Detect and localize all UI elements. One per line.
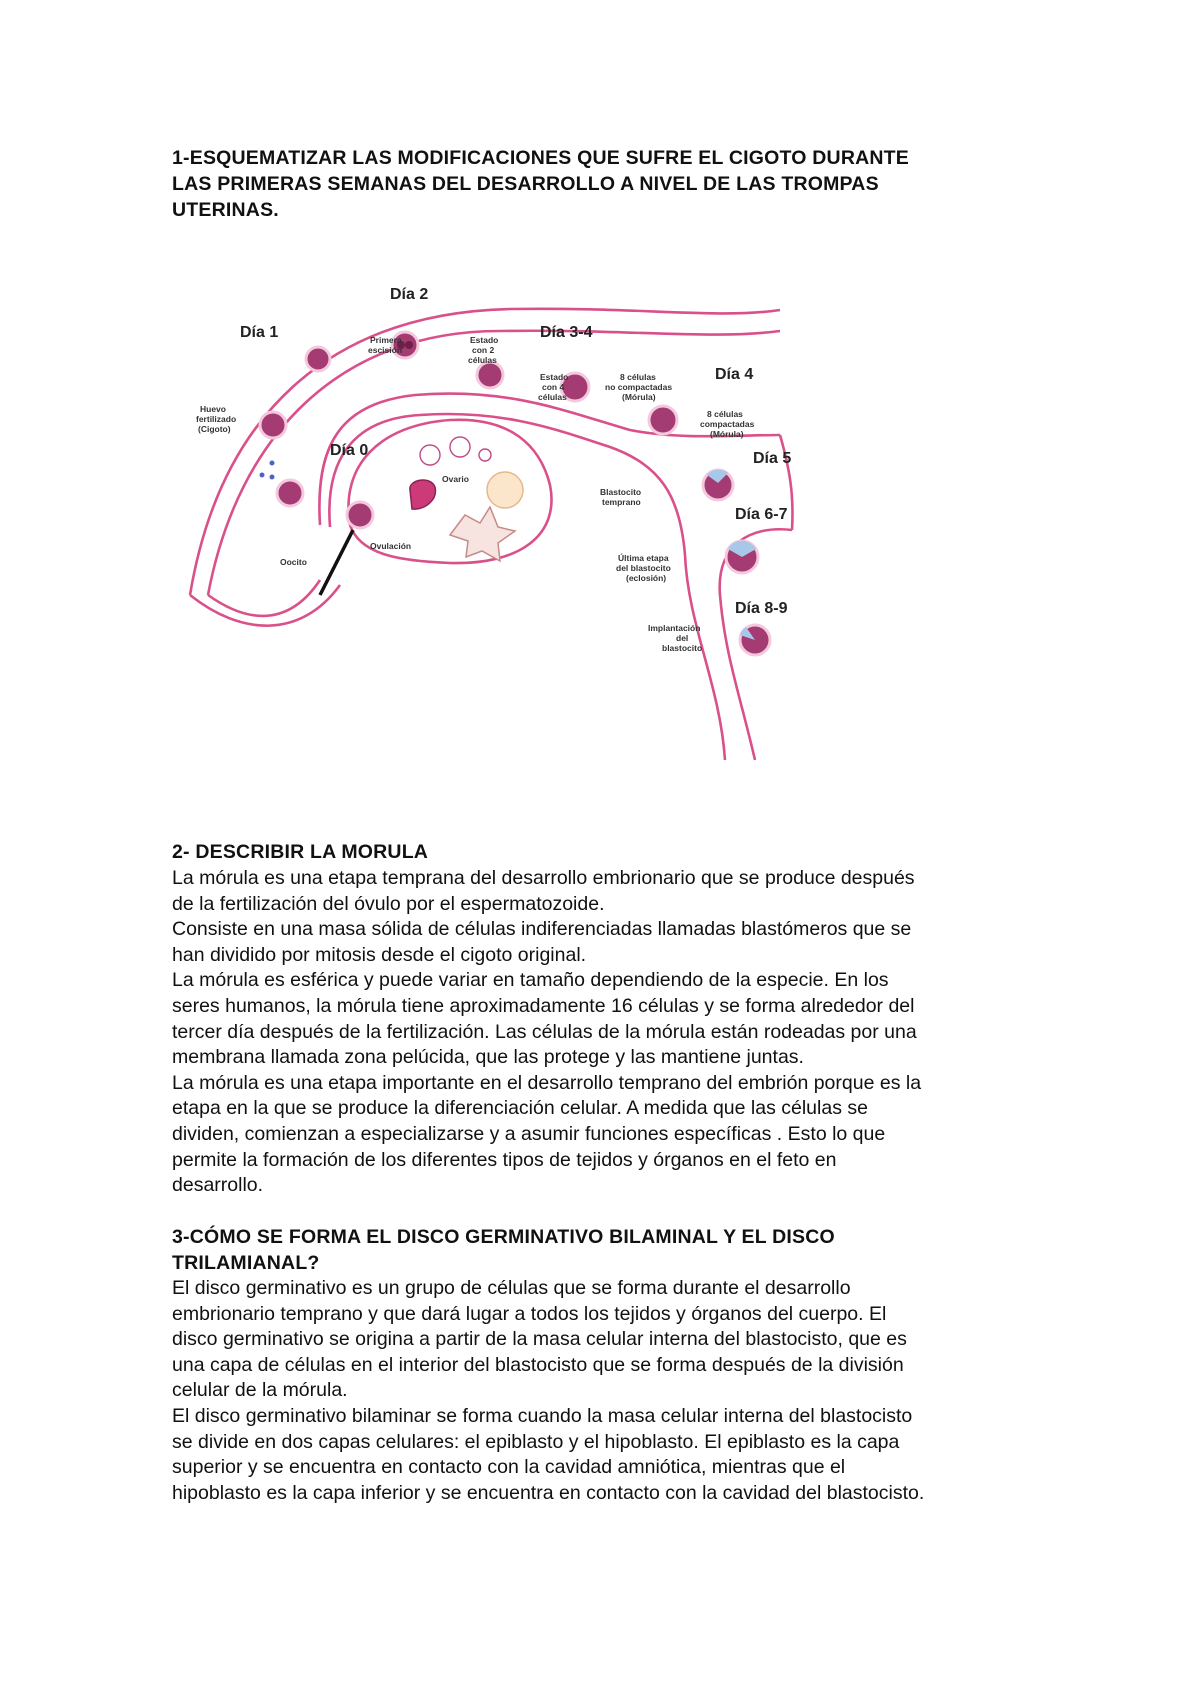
section-1-heading-line: LAS PRIMERAS SEMANAS DEL DESARROLLO A NIVEL DE LAS TROMPAS: [172, 173, 879, 195]
label-primera: Primera: [370, 335, 402, 345]
label-estado-2: Estado: [470, 335, 499, 345]
body-line: dividen, comienzan a especializarse y a asumir funciones específicas . Esto lo que: [172, 1122, 886, 1145]
body-line: hipoblasto es la capa inferior y se encuentra en contacto con la cavidad del blastocisto.: [172, 1481, 925, 1504]
label-ocho-c: compactadas: [700, 419, 755, 429]
label-day-0: Día 0: [330, 442, 369, 459]
section-2-body: [172, 866, 1052, 1199]
label-day-6-7: Día 6-7: [735, 506, 788, 523]
label-day-3-4: Día 3-4: [540, 324, 593, 341]
sperm-head: [270, 461, 275, 466]
section-3-body: [172, 1276, 1052, 1506]
section-1-heading: [172, 145, 1032, 223]
body-line: El disco germinativo es un grupo de células que se forma durante el desarrollo: [172, 1277, 851, 1299]
body-line: permite la formación de los diferentes tipos de tejidos y órganos en el feto en: [172, 1148, 837, 1171]
sperm-head: [270, 475, 275, 480]
first-cleavage-cell: [306, 347, 330, 371]
body-line: membrana llamada zona pelúcida, que las protege y las mantiene juntas.: [172, 1046, 804, 1069]
tube-lumen-lower: [329, 414, 725, 760]
morula-compacted: [649, 406, 677, 434]
body-line: El disco germinativo bilaminar se forma cuando la masa celular interna del blastocisto: [172, 1404, 913, 1427]
label-day-5: Día 5: [753, 450, 792, 467]
label-ocho-c: (Mórula): [710, 429, 744, 439]
label-ultima: (eclosión): [626, 573, 667, 583]
fertilized-egg-cell: [260, 412, 286, 438]
label-day-2: Día 2: [390, 286, 429, 303]
body-line: una capa de células en el interior del blastocisto que se forma después de la división: [172, 1353, 904, 1376]
sperm-head: [260, 473, 265, 478]
fimbria-lower: [190, 585, 340, 626]
body-line: La mórula es esférica y puede variar en tamaño dependiendo de la especie. En los: [172, 969, 889, 992]
body-line: de la fertilización del óvulo por el espermatozoide.: [172, 892, 605, 915]
body-line: etapa en la que se produce la diferenciación celular. A medida que las células se: [172, 1097, 868, 1120]
section-2-heading: 2- DESCRIBIR LA MORULA: [172, 841, 429, 863]
label-huevo: Huevo: [200, 404, 226, 414]
label-ultima: Última etapa: [618, 553, 669, 563]
label-ocho-nc: 8 células: [620, 372, 656, 382]
label-day-4: Día 4: [715, 366, 754, 383]
body-line: Consiste en una masa sólida de células indiferenciadas llamadas blastómeros que se: [172, 918, 912, 941]
label-ocho-nc: (Mórula): [622, 392, 656, 402]
label-ocho-c: 8 células: [707, 409, 743, 419]
body-line: La mórula es una etapa importante en el desarrollo temprano del embrión porque es la: [172, 1071, 922, 1094]
body-line: superior y se encuentra en contacto con la cavidad amniótica, mientras que el: [172, 1456, 846, 1479]
body-line: La mórula es una etapa temprana del desarrollo embrionario que se produce después: [172, 867, 915, 889]
label-estado-4: células: [538, 392, 567, 402]
label-day-1: Día 1: [240, 324, 279, 341]
body-line: disco germinativo se origina a partir de la masa celular interna del blastocisto, que es: [172, 1328, 907, 1351]
section-1-heading-line: UTERINAS.: [172, 199, 279, 221]
label-ovulacion: Ovulación: [370, 541, 412, 551]
body-line: tercer día después de la fertilización. Las células de la mórula están rodeadas por una: [172, 1020, 917, 1043]
embryo-development-diagram: [180, 286, 860, 765]
corpus-luteum: [487, 472, 523, 508]
body-line: han dividido por mitosis desde el cigoto original.: [172, 943, 587, 966]
label-ultima: del blastocito: [616, 563, 671, 573]
label-day-8-9: Día 8-9: [735, 600, 788, 617]
body-line: embrionario temprano y que dará lugar a todos los tejidos y órganos del cuerpo. El: [172, 1302, 887, 1325]
label-implantacion: Implantación: [648, 623, 701, 633]
ovulation-arrow: [320, 530, 353, 595]
label-estado-2: células: [468, 355, 497, 365]
blastomere: [405, 341, 413, 349]
section-3-heading-line: 3-CÓMO SE FORMA EL DISCO GERMINATIVO BILAMINAL Y EL DISCO: [172, 1226, 835, 1248]
label-estado-2: con 2: [472, 345, 495, 355]
label-huevo: fertilizado: [196, 414, 237, 424]
label-oocito: Oocito: [280, 557, 307, 567]
label-huevo: (Cigoto): [198, 424, 231, 434]
follicle-small: [420, 445, 440, 465]
follicle-small: [479, 449, 491, 461]
oocyte-cell: [347, 502, 373, 528]
label-estado-4: con 4: [542, 382, 565, 392]
ovary-follicle: [410, 480, 436, 509]
label-ovario: Ovario: [442, 474, 469, 484]
four-cell-stage: [477, 362, 503, 388]
label-blastocito: Blastocito: [600, 487, 642, 497]
fimbria-inner: [208, 580, 320, 616]
label-implantacion: blastocito: [662, 643, 703, 653]
section-3-heading-line: TRILAMIANAL?: [172, 1252, 320, 1274]
corpus-albicans: [450, 507, 515, 561]
body-line: se divide en dos capas celulares: el epiblasto y el hipoblasto. El epiblasto es la capa: [172, 1430, 900, 1453]
zygote-cell: [277, 480, 303, 506]
body-line: seres humanos, la mórula tiene aproximadamente 16 células y se forma alrededor del: [172, 994, 915, 1017]
body-line: celular de la mórula.: [172, 1379, 348, 1402]
section-1-heading-line: 1-ESQUEMATIZAR LAS MODIFICACIONES QUE SUFRE EL CIGOTO DURANTE: [172, 147, 909, 169]
label-estado-4: Estado: [540, 372, 569, 382]
label-primera: escisión: [368, 345, 403, 355]
follicle-small: [450, 437, 470, 457]
label-ocho-nc: no compactadas: [605, 382, 673, 392]
section-3-heading: [172, 1224, 1032, 1276]
body-line: desarrollo.: [172, 1174, 264, 1197]
label-implantacion: del: [676, 633, 689, 643]
label-blastocito: temprano: [602, 497, 641, 507]
